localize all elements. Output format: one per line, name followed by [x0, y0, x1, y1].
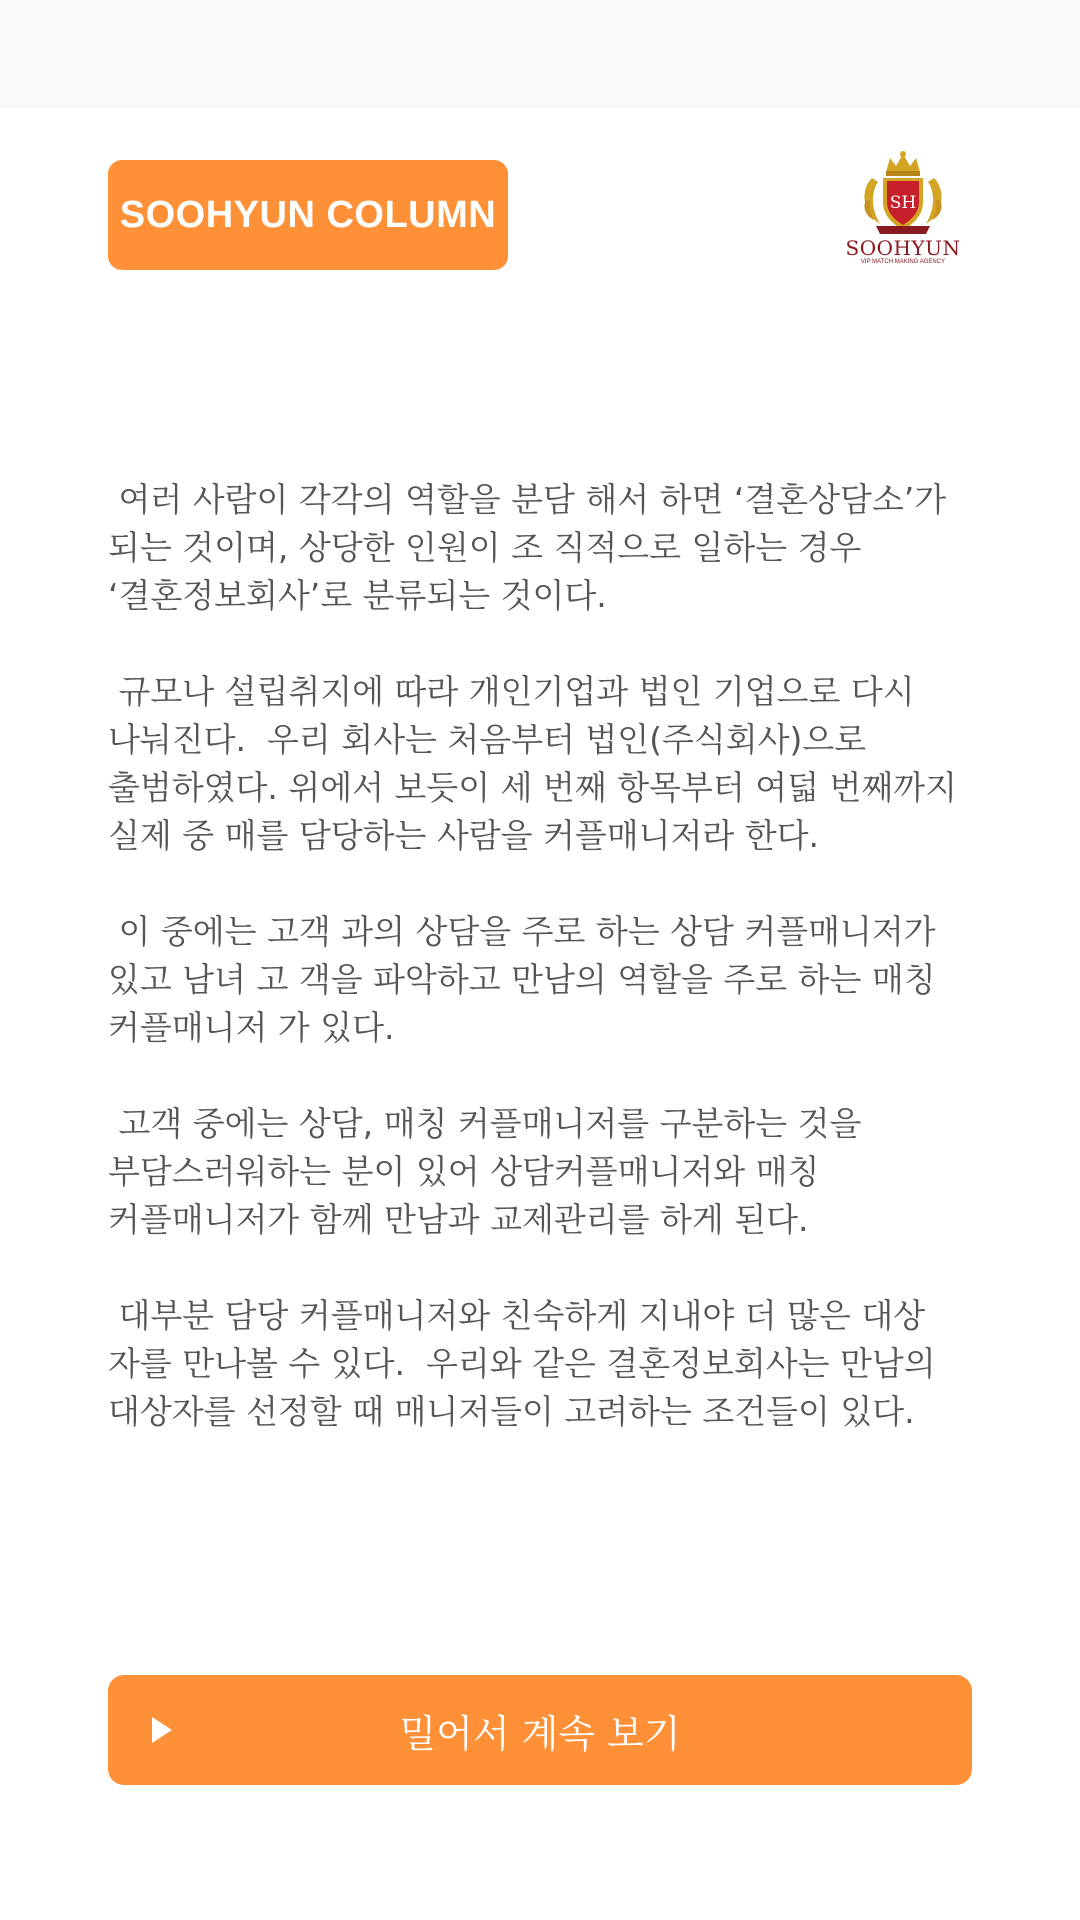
logo-brand: SOOHYUN: [845, 236, 961, 260]
article-paragraph: 대부분 담당 커플매니저와 친숙하게 지내야 더 많은 대상 자를 만나볼 수 있다. 우리와 같은 결혼정보회사는 만남의 대상자를 선정할 때 매니저들이 고려하는 조건들이 있다.: [108, 1296, 947, 1431]
article-paragraph: 이 중에는 고객 과의 상담을 주로 하는 상담 커플매니저가 있고 남녀 고 객을 파악하고 만남의 역할을 주로 하는 매칭 커플매니저 가 있다.: [108, 912, 947, 1047]
article-paragraph: 고객 중에는 상담, 매칭 커플매니저를 구분하는 것을 부담스러워하는 분이 있어 상담커플매니저와 매칭 커플매니저가 함께 만남과 교제관리를 하게 된다.: [108, 1104, 872, 1239]
logo-monogram: SH: [889, 193, 917, 213]
swipe-to-continue-button[interactable]: [108, 1675, 972, 1785]
article-body: [108, 476, 972, 1436]
cta-label: 밀어서 계속 보기: [399, 1711, 681, 1756]
article-paragraph: 여러 사람이 각각의 역할을 분담 해서 하면 ‘결혼상담소’가 되는 것이며, 상당한 인원이 조 직적으로 일하는 경우 ‘결혼정보회사’로 분류되는 것이다.: [108, 480, 957, 615]
article-paragraph: 규모나 설립취지에 따라 개인기업과 법인 기업으로 다시 나눠진다. 우리 회사는 처음부터 법인(주식회사)으로 출범하였다. 위에서 보듯이 세 번째 항목부터 여덟 번째까지 실제 중 매를 담당하는 사람을 커플매니저라 한다.: [108, 672, 968, 855]
logo: [845, 150, 961, 280]
top-strip: [0, 0, 1080, 108]
play-icon: [152, 1717, 172, 1743]
soohyun-crest-icon: [858, 150, 948, 236]
column-badge: SOOHYUN COLUMN: [108, 160, 508, 270]
logo-tagline: VIP MATCH MAKING AGENCY: [860, 259, 946, 265]
